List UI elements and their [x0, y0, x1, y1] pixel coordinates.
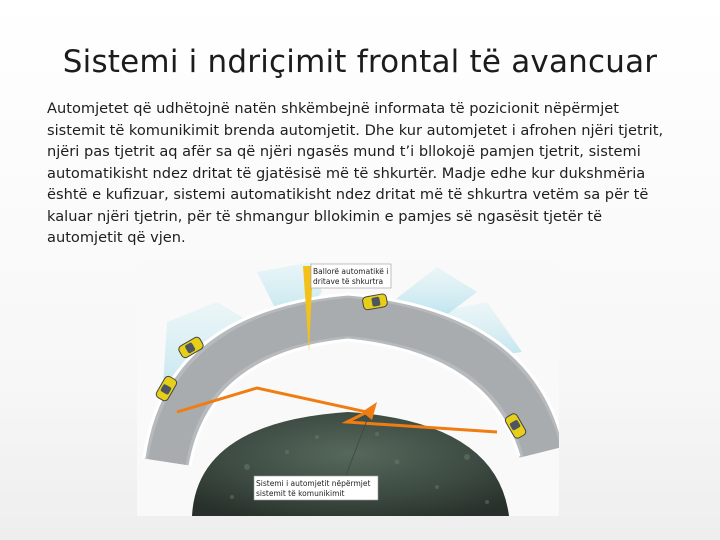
diagram-svg	[137, 262, 559, 516]
headlight-system-diagram	[137, 262, 559, 516]
callout-top	[311, 264, 391, 288]
callout-bottom	[254, 476, 378, 500]
slide-body-text: Automjetet që udhëtojnë natën shkëmbejnë informata të pozicionit nëpërmjet sistemit të komunikimit brenda automjetit. Dhe kur automjetet i afrohen njëri tjetrit, njëri pas tjetrit aq afër sa që njëri ngasës mund t’i bllokojë pamjen tjetrit, sistemi automatikisht ndez dritat të gjatësisë më të shkurtër. Madje edhe kur dukshmëria është e kufizuar, sistemi automatikisht ndez dritat më të shkurtra vetëm sa për të kaluar njëri tjetrin, për të shmangur bllokimin e pamjes së ngasësit tjetër të automjetit që vjen.	[47, 100, 664, 246]
slide-title: Sistemi i ndriçimit frontal të avancuar	[62, 44, 658, 80]
callout-top-line1: Ballorë automatikë i	[313, 267, 389, 276]
callout-bottom-line1: Sistemi i automjetit nëpërmjet	[256, 479, 371, 488]
callout-top-line2: dritave të shkurtra	[313, 277, 384, 286]
callout-bottom-line2: sistemit të komunikimit	[256, 489, 345, 498]
